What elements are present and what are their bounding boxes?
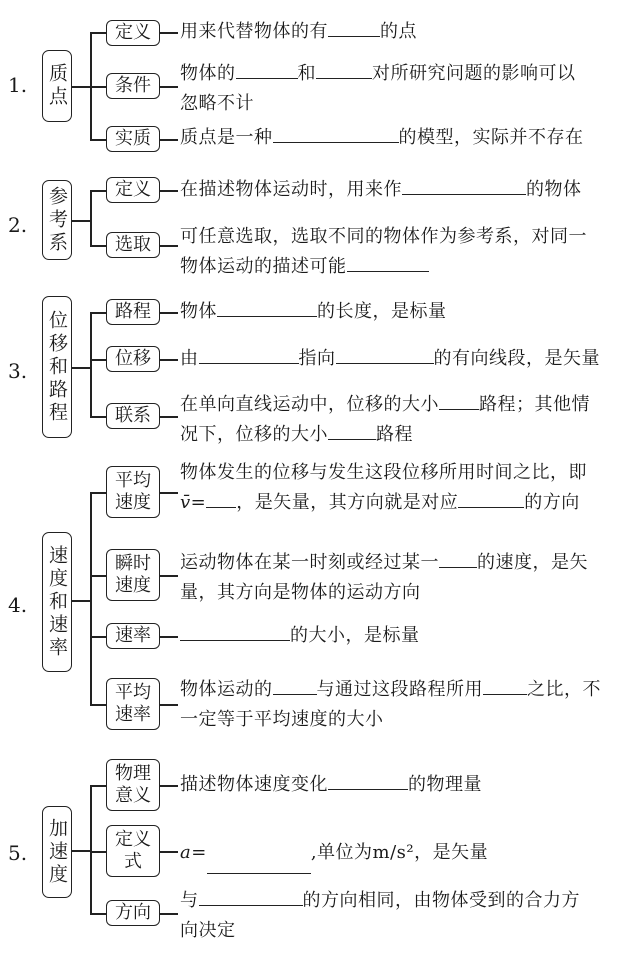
connector: [160, 32, 178, 34]
connector: [90, 312, 92, 416]
connector: [90, 636, 106, 638]
connector: [160, 86, 178, 88]
connector: [90, 359, 106, 361]
selection-text: 可任意选取，选取不同的物体作为参考系，对同一 物体运动的描述可能: [180, 226, 587, 277]
label-line: 式: [124, 851, 142, 872]
label-line: 速度: [115, 492, 151, 513]
displacement-text: 由 指向 的有向线段，是矢量: [180, 344, 630, 374]
section-5-topic: 加速度: [42, 806, 72, 898]
label-speed: 速率: [106, 623, 160, 649]
connector: [90, 851, 106, 853]
connector: [160, 575, 178, 577]
section-4-topic: 速度和速率: [42, 532, 72, 672]
connector: [90, 913, 106, 915]
blank: [207, 855, 311, 874]
direction-text: 与 的方向相同，由物体受到的合力方 向决定: [180, 886, 630, 946]
defining-formula-text: a= ,单位为m/s²，是矢量: [180, 838, 630, 874]
blank: [206, 489, 236, 508]
blank: [236, 60, 298, 79]
section-3-topic: 位移和路程: [42, 296, 72, 438]
section-5-number: 5.: [8, 841, 28, 865]
section-1-number: 1.: [8, 73, 28, 97]
section-2-number: 2.: [8, 213, 28, 237]
definition-text: 用来代替物体的有 的点: [180, 17, 630, 47]
section-1-topic: 质点: [42, 50, 72, 122]
path-text: 物体 的长度，是标量: [180, 297, 630, 327]
label-selection: 选取: [106, 232, 160, 258]
label-essence: 实质: [106, 126, 160, 152]
label-definition: 定义: [106, 20, 160, 46]
label-instantaneous-velocity: [106, 549, 160, 601]
connector: [90, 416, 106, 418]
definition-text: 在描述物体运动时，用来作 的物体: [180, 175, 630, 205]
label-direction: 方向: [106, 900, 160, 926]
label-definition: 定义: [106, 177, 160, 203]
connector: [90, 492, 106, 494]
label-line: 平均: [115, 470, 151, 491]
blank: [439, 391, 479, 410]
connector: [160, 190, 178, 192]
connector: [72, 86, 90, 88]
connector: [72, 600, 90, 602]
average-speed-text: 物体运动的 与通过这段路程所用 之比，不 一定等于平均速度的大小: [180, 675, 630, 735]
connector: [160, 245, 178, 247]
instantaneous-velocity-text: 运动物体在某一时刻或经过某一 的速度，是矢 量，其方向是物体的运动方向: [180, 548, 630, 608]
connector: [160, 492, 178, 494]
condition-text: 物体的 和 对所研究问题的影响可以 忽略不计: [180, 59, 630, 119]
connector: [90, 785, 106, 787]
connector: [72, 850, 90, 852]
connector: [160, 785, 178, 787]
blank: [328, 18, 380, 37]
blank: [328, 421, 376, 440]
connector: [90, 785, 92, 913]
label-physical-meaning: [106, 759, 160, 811]
section-4-number: 4.: [8, 593, 28, 617]
blank: [483, 676, 527, 695]
blank: [199, 345, 299, 364]
connector: [160, 139, 178, 141]
connector: [90, 86, 106, 88]
label-line: 速率: [115, 704, 151, 725]
connector: [90, 139, 106, 141]
relation-text: 在单向直线运动中，位移的大小 路程；其他情 况下，位移的大小 路程: [180, 390, 630, 450]
label-displacement: 位移: [106, 346, 160, 372]
connector: [72, 367, 90, 369]
blank: [316, 60, 372, 79]
label-defining-formula: [106, 825, 160, 877]
blank: [273, 676, 317, 695]
blank: [439, 549, 477, 568]
label-condition: 条件: [106, 73, 160, 99]
connector: [160, 312, 178, 314]
connector: [160, 416, 178, 418]
blank: [328, 771, 408, 790]
connector: [90, 312, 106, 314]
connector: [160, 913, 178, 915]
connector: [90, 245, 106, 247]
label-line: 平均: [115, 682, 151, 703]
blank: [458, 489, 524, 508]
section-2-topic: 参考系: [42, 180, 72, 260]
connector: [160, 851, 178, 853]
connector: [160, 636, 178, 638]
blank: [402, 176, 526, 195]
connector: [72, 220, 90, 222]
section-3-number: 3.: [8, 359, 28, 383]
speed-text: 的大小，是标量: [180, 621, 630, 651]
essence-text: 质点是一种 的模型，实际并不存在: [180, 123, 630, 153]
connector: [90, 575, 106, 577]
connector: [90, 32, 106, 34]
label-line: 意义: [115, 785, 151, 806]
label-average-speed: [106, 678, 160, 730]
connector: [90, 492, 92, 704]
physical-meaning-text: 描述物体速度变化 的物理量: [180, 770, 630, 800]
blank: [336, 345, 434, 364]
label-line: 瞬时: [115, 553, 151, 574]
blank: [199, 887, 303, 906]
label-relation: 联系: [106, 403, 160, 429]
connector: [90, 704, 106, 706]
connector: [90, 190, 92, 245]
label-average-velocity: [106, 466, 160, 518]
average-velocity-text: 物体发生的位移与发生这段位移所用时间之比，即 v̄= ，是矢量，其方向就是对应 的方向: [180, 462, 587, 513]
label-path: 路程: [106, 299, 160, 325]
blank: [217, 298, 317, 317]
label-line: 物理: [115, 763, 151, 784]
label-line: 定义: [115, 829, 151, 850]
connector: [90, 190, 106, 192]
blank: [347, 253, 429, 272]
connector: [160, 359, 178, 361]
blank: [273, 124, 399, 143]
blank: [180, 622, 290, 641]
connector: [160, 704, 178, 706]
label-line: 速度: [115, 575, 151, 596]
